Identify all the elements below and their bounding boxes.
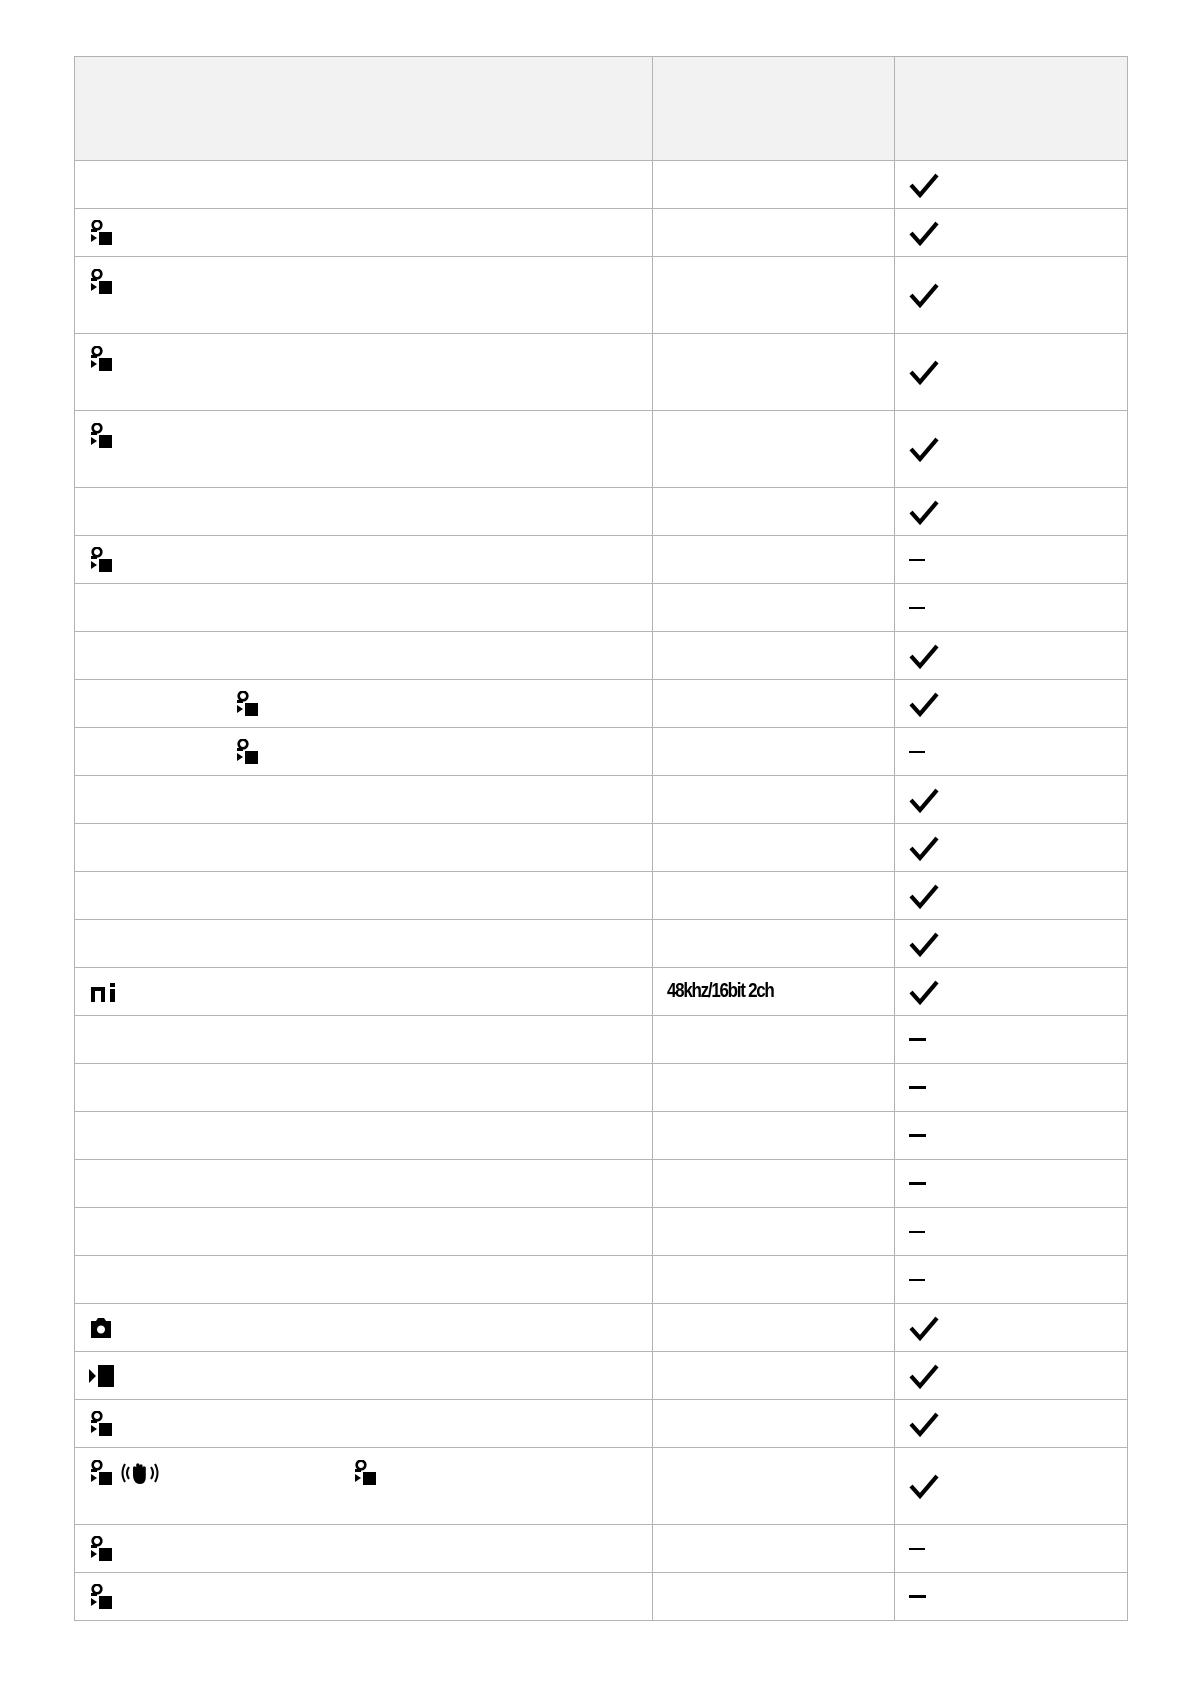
checkmark-icon — [909, 172, 1113, 198]
setting-cell — [75, 680, 653, 728]
value-cell — [653, 680, 895, 728]
setting-cell — [75, 488, 653, 536]
availability-cell — [895, 776, 1128, 824]
value-cell — [653, 1160, 895, 1208]
checkmark-icon — [909, 1363, 1113, 1389]
availability-cell — [895, 728, 1128, 776]
checkmark-icon — [909, 220, 1113, 246]
checkmark-icon — [909, 282, 1113, 308]
checkmark-icon — [909, 835, 1113, 861]
checkmark-icon — [909, 883, 1113, 909]
dash-icon — [909, 1279, 925, 1281]
checkmark-icon — [909, 787, 1113, 813]
setting-cell — [75, 1160, 653, 1208]
audio-level-icon — [89, 981, 119, 1003]
value-cell — [653, 209, 895, 257]
value-cell — [653, 584, 895, 632]
availability-cell — [895, 1208, 1128, 1256]
value-cell — [653, 1208, 895, 1256]
value-cell — [653, 776, 895, 824]
table-row — [75, 411, 1128, 488]
setting-cell — [75, 776, 653, 824]
setting-cell — [75, 632, 653, 680]
setting-content — [89, 257, 638, 333]
table-row — [75, 488, 1128, 536]
still-camera-icon — [89, 1317, 113, 1339]
table-row — [75, 1208, 1128, 1256]
value-cell — [653, 968, 895, 1016]
dash-icon — [909, 607, 925, 609]
checkmark-icon — [909, 359, 1113, 385]
availability-cell — [895, 1448, 1128, 1525]
setting-cell — [75, 872, 653, 920]
movie-camera-icon — [235, 691, 259, 717]
value-cell — [653, 488, 895, 536]
setting-cell — [75, 161, 653, 209]
setting-content — [89, 1317, 638, 1339]
header-availability — [895, 57, 1128, 161]
table-row — [75, 1573, 1128, 1621]
header-value — [653, 57, 895, 161]
value-cell — [653, 1573, 895, 1621]
table-row — [75, 632, 1128, 680]
setting-cell — [75, 209, 653, 257]
value-cell — [653, 1064, 895, 1112]
table-row — [75, 824, 1128, 872]
checkmark-icon — [909, 691, 1113, 717]
setting-cell — [75, 1573, 653, 1621]
setting-cell — [75, 411, 653, 488]
availability-cell — [895, 1112, 1128, 1160]
movie-camera-icon — [89, 547, 113, 573]
setting-cell — [75, 1352, 653, 1400]
availability-cell — [895, 632, 1128, 680]
availability-cell — [895, 1525, 1128, 1573]
value-cell — [653, 920, 895, 968]
settings-table — [74, 56, 1128, 1621]
value-cell — [653, 1016, 895, 1064]
value-cell — [653, 161, 895, 209]
dash-icon — [909, 1231, 925, 1233]
table-body — [75, 161, 1128, 1621]
value-cell — [653, 872, 895, 920]
table-row — [75, 968, 1128, 1016]
availability-cell — [895, 334, 1128, 411]
table-row — [75, 1064, 1128, 1112]
setting-content — [89, 1364, 638, 1388]
table-row — [75, 1016, 1128, 1064]
availability-cell — [895, 1400, 1128, 1448]
setting-content — [89, 334, 638, 410]
checkmark-icon — [909, 979, 1113, 1005]
dash-icon — [909, 1595, 926, 1598]
availability-cell — [895, 824, 1128, 872]
table-row — [75, 728, 1128, 776]
availability-cell — [895, 1304, 1128, 1352]
value-cell — [653, 257, 895, 334]
availability-cell — [895, 411, 1128, 488]
movie-camera-icon — [89, 220, 113, 246]
setting-content — [89, 739, 638, 765]
availability-cell — [895, 1064, 1128, 1112]
setting-cell — [75, 1208, 653, 1256]
checkmark-icon — [909, 643, 1113, 669]
table-row — [75, 776, 1128, 824]
availability-cell — [895, 920, 1128, 968]
table-row — [75, 1448, 1128, 1525]
movie-camera-icon — [89, 269, 113, 295]
table-row — [75, 920, 1128, 968]
availability-cell — [895, 584, 1128, 632]
table-row — [75, 161, 1128, 209]
setting-cell — [75, 584, 653, 632]
value-cell — [653, 824, 895, 872]
value-cell — [653, 411, 895, 488]
checkmark-icon — [909, 436, 1113, 462]
dash-icon — [909, 559, 925, 561]
movie-camera-icon — [89, 1536, 113, 1562]
setting-content — [89, 411, 638, 487]
table-row — [75, 680, 1128, 728]
setting-cell — [75, 1400, 653, 1448]
movie-camera-icon — [89, 1411, 113, 1437]
availability-cell — [895, 536, 1128, 584]
setting-cell — [75, 257, 653, 334]
movie-camera-icon — [89, 346, 113, 372]
table-row — [75, 1304, 1128, 1352]
availability-cell — [895, 1016, 1128, 1064]
dash-icon — [909, 1038, 926, 1041]
movie-camera-icon — [89, 423, 113, 449]
setting-cell — [75, 1256, 653, 1304]
table-row — [75, 1112, 1128, 1160]
value-cell — [653, 1304, 895, 1352]
table-row — [75, 209, 1128, 257]
movie-camera-icon — [89, 1584, 113, 1610]
value-cell — [653, 728, 895, 776]
dash-icon — [909, 1134, 926, 1137]
setting-content — [89, 1536, 638, 1562]
setting-cell — [75, 334, 653, 411]
availability-cell — [895, 1256, 1128, 1304]
availability-cell — [895, 1160, 1128, 1208]
value-text: 48khz/16bit 2ch — [667, 980, 774, 1002]
availability-cell — [895, 872, 1128, 920]
setting-content — [89, 981, 638, 1003]
checkmark-icon — [909, 931, 1113, 957]
availability-cell — [895, 161, 1128, 209]
movie-camera-icon — [235, 739, 259, 765]
setting-content — [89, 691, 638, 717]
table-row — [75, 1160, 1128, 1208]
value-cell — [653, 1112, 895, 1160]
setting-content — [89, 220, 638, 246]
value-cell — [653, 1525, 895, 1573]
availability-cell — [895, 257, 1128, 334]
setting-content — [89, 1448, 638, 1524]
table-row — [75, 334, 1128, 411]
header-row — [75, 57, 1128, 161]
setting-cell — [75, 1064, 653, 1112]
checkmark-icon — [909, 1473, 1113, 1499]
table-row — [75, 1256, 1128, 1304]
value-cell — [653, 1448, 895, 1525]
setting-cell — [75, 536, 653, 584]
steadyshot-hand-icon — [119, 1460, 161, 1486]
dash-icon — [909, 751, 925, 753]
availability-cell — [895, 209, 1128, 257]
table-row — [75, 1400, 1128, 1448]
value-cell — [653, 632, 895, 680]
setting-cell — [75, 1016, 653, 1064]
availability-cell — [895, 488, 1128, 536]
movie-camera-icon — [89, 1460, 113, 1486]
availability-cell — [895, 968, 1128, 1016]
table-row — [75, 584, 1128, 632]
table-row — [75, 872, 1128, 920]
setting-cell — [75, 1112, 653, 1160]
table-row — [75, 1352, 1128, 1400]
setting-content — [89, 547, 638, 573]
value-cell — [653, 1400, 895, 1448]
checkmark-icon — [909, 1315, 1113, 1341]
availability-cell — [895, 680, 1128, 728]
playback-icon — [89, 1364, 115, 1388]
table-row — [75, 536, 1128, 584]
value-cell — [653, 536, 895, 584]
availability-cell — [895, 1573, 1128, 1621]
table-header — [75, 57, 1128, 161]
setting-cell — [75, 968, 653, 1016]
checkmark-icon — [909, 1411, 1113, 1437]
dash-icon — [909, 1086, 926, 1089]
table-row — [75, 257, 1128, 334]
setting-cell — [75, 728, 653, 776]
setting-content — [89, 1584, 638, 1610]
dash-icon — [909, 1548, 925, 1550]
setting-content — [89, 1411, 638, 1437]
availability-cell — [895, 1352, 1128, 1400]
setting-cell — [75, 1448, 653, 1525]
value-cell — [653, 1256, 895, 1304]
setting-cell — [75, 824, 653, 872]
setting-cell — [75, 1525, 653, 1573]
checkmark-icon — [909, 499, 1113, 525]
table-row — [75, 1525, 1128, 1573]
movie-camera-icon — [353, 1460, 377, 1486]
setting-cell — [75, 920, 653, 968]
value-cell — [653, 334, 895, 411]
dash-icon — [909, 1182, 926, 1185]
value-cell — [653, 1352, 895, 1400]
setting-cell — [75, 1304, 653, 1352]
header-setting — [75, 57, 653, 161]
